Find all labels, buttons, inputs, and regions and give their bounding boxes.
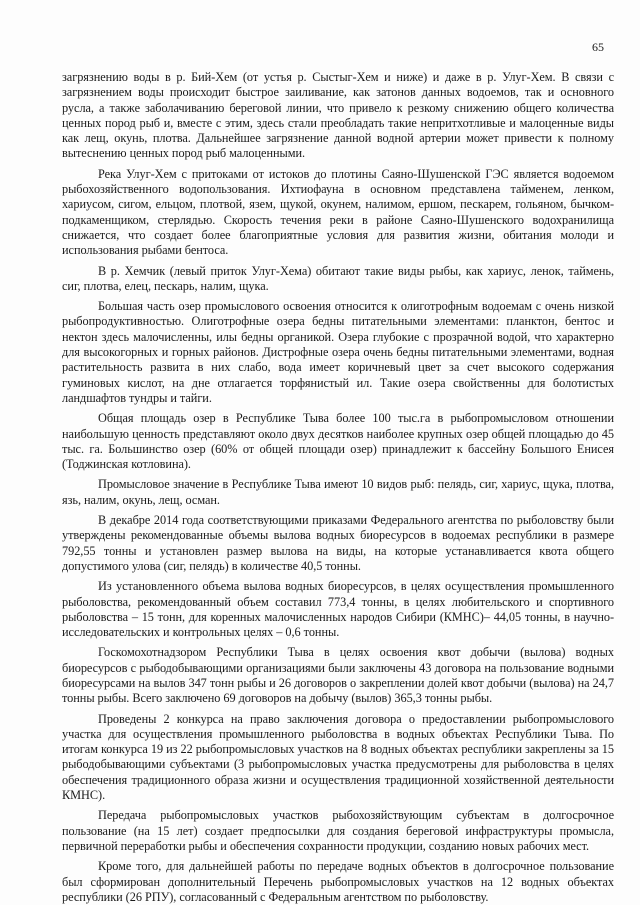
paragraph-additional-list: Кроме того, для дальнейшей работы по передаче водных объектов в долгосрочное пользование был сформирован дополнительный Перечень рыбопромысловых участков на 12 водных объектах республики (26 РПУ), согласованный с Федеральным агентством по рыболовству.	[62, 859, 614, 904]
paragraph-commercial-species: Промысловое значение в Республике Тыва имеют 10 видов рыб: пелядь, сиг, хариус, щука, плотва, язь, налим, окунь, лещ, осман.	[62, 477, 614, 507]
paragraph-continued: загрязнению воды в р. Бий-Хем (от устья р. Сыстыг-Хем и ниже) и даже в р. Улуг-Хем. В связи с загрязнением воды происходит быстрое заиливание, как затонов данных водоемов, так и основного русла, а также заболачиванию береговой линии, что привело к резкому снижению общего количества ценных пород рыб и, вместе с этим, здесь стали преобладать такие непритхотливые и малоценные виды как лещ, окунь, плотва. Дальнейшее загрязнение данной водной артерии может привести к полному вытеснению ценных пород рыб малоценными.	[62, 70, 614, 161]
paragraph-oligotrophic-lakes: Большая часть озер промыслового освоения относится к олиготрофным водоемам с очень низкой рыбопродуктивностью. Олиготрофные озера бедны питательными элементами: планктон, бентос и нектон здесь малочисленны, илы бедны органикой. Озера глубокие с прозрачной водой, что характерно для высокогорных и горных районов. Дистрофные озера очень бедны питательными элементами, водная растительность развита в них слабо, вода имеет коричневый цвет за счет высокого содержания гуминовых кислот, на дне отлагается торфянистый ил. Такие озера свойственны для болотистых ландшафтов тундры и тайги.	[62, 299, 614, 405]
page-number: 65	[592, 40, 604, 54]
paragraph-long-term-use: Передача рыбопромысловых участков рыбохозяйствующим субъектам в долгосрочное пользование (на 15 лет) создает предпосылки для создания береговой инфраструктуры промысла, первичной переработки рыбы и обеспечения сохранности продукции, созданию новых рабочих мест.	[62, 808, 614, 853]
paragraph-goskomokhotnadzor: Госкомохотнадзором Республики Тыва в целях освоения квот добычи (вылова) водных биоресурсов с рыбодобывающими организациями были заключены 43 договора на пользование водными биоресурсами на вылов 347 тонн рыбы и 26 договоров о закреплении долей квот добычи (вылова) на 24,7 тонны рыбы. Всего заключено 69 договоров на добычу (вылов) 365,3 тонны рыбы.	[62, 645, 614, 706]
paragraph-ulug-khem-river: Река Улуг-Хем с притоками от истоков до плотины Саяно-Шушенской ГЭС является водоемом рыбохозяйственного водопользования. Ихтиофауна в основном представлена тайменем, ленком, хариусом, сигом, ельцом, плотвой, язем, щукой, окунем, налимом, ершом, пескарем, гольяном, бычком-подкаменщиком, стерлядью. Скорость течения реки в районе Саяно-Шушенского водохранилища снижается, что создает более благоприятные условия для развития жизни, обитания молоди и использования рыбами бентоса.	[62, 166, 614, 258]
paragraph-lake-area: Общая площадь озер в Республике Тыва более 100 тыс.га в рыбопромысловом отношении наибольшую ценность представляют около двух десятков наиболее крупных озер общей площадью до 45 тыс. га. Большинство озер (60% от общей площади озер) принадлежит к бассейну Большого Енисея (Тоджинская котловина).	[62, 411, 614, 472]
paragraph-competitions: Проведены 2 конкурса на право заключения договора о предоставлении рыбопромыслового участка для осуществления промышленного рыболовства в водных объектах Республики Тыва. По итогам конкурса 19 из 22 рыбопромысловых участков на 8 водных объектах республики закреплены за 15 рыбодобывающими субъектами (3 рыбопромысловых участка предусмотрены для рыболовства в целях обеспечения традиционного образа жизни и осуществления традиционной хозяйственной деятельности КМНС).	[62, 711, 614, 803]
paragraph-december-2014: В декабре 2014 года соответствующими приказами Федерального агентства по рыболовству были утверждены рекомендованные объемы вылова водных биоресурсов в водоемах республики в размере 792,55 тонны и установлен размер вылова на виды, на которые устанавливается квота общего допустимого улова (сиг, пелядь) в количестве 40,5 тонны.	[62, 513, 614, 573]
paragraph-khemchik-river: В р. Хемчик (левый приток Улуг-Хема) обитают такие виды рыбы, как хариус, ленок, таймень, сиг, плотва, елец, пескарь, налим, щука.	[62, 263, 614, 293]
body-text	[62, 70, 614, 910]
paragraph-catch-volume: Из установленного объема вылова водных биоресурсов, в целях осуществления промышленного рыболовства, рекомендованный объем составил 773,4 тонны, в целях любительского и спортивного рыболовства – 15 тонн, для коренных малочисленных народов Сибири (КМНС)– 44,05 тонны, в научно-исследовательских и контрольных целях – 0,6 тонны.	[62, 579, 614, 640]
